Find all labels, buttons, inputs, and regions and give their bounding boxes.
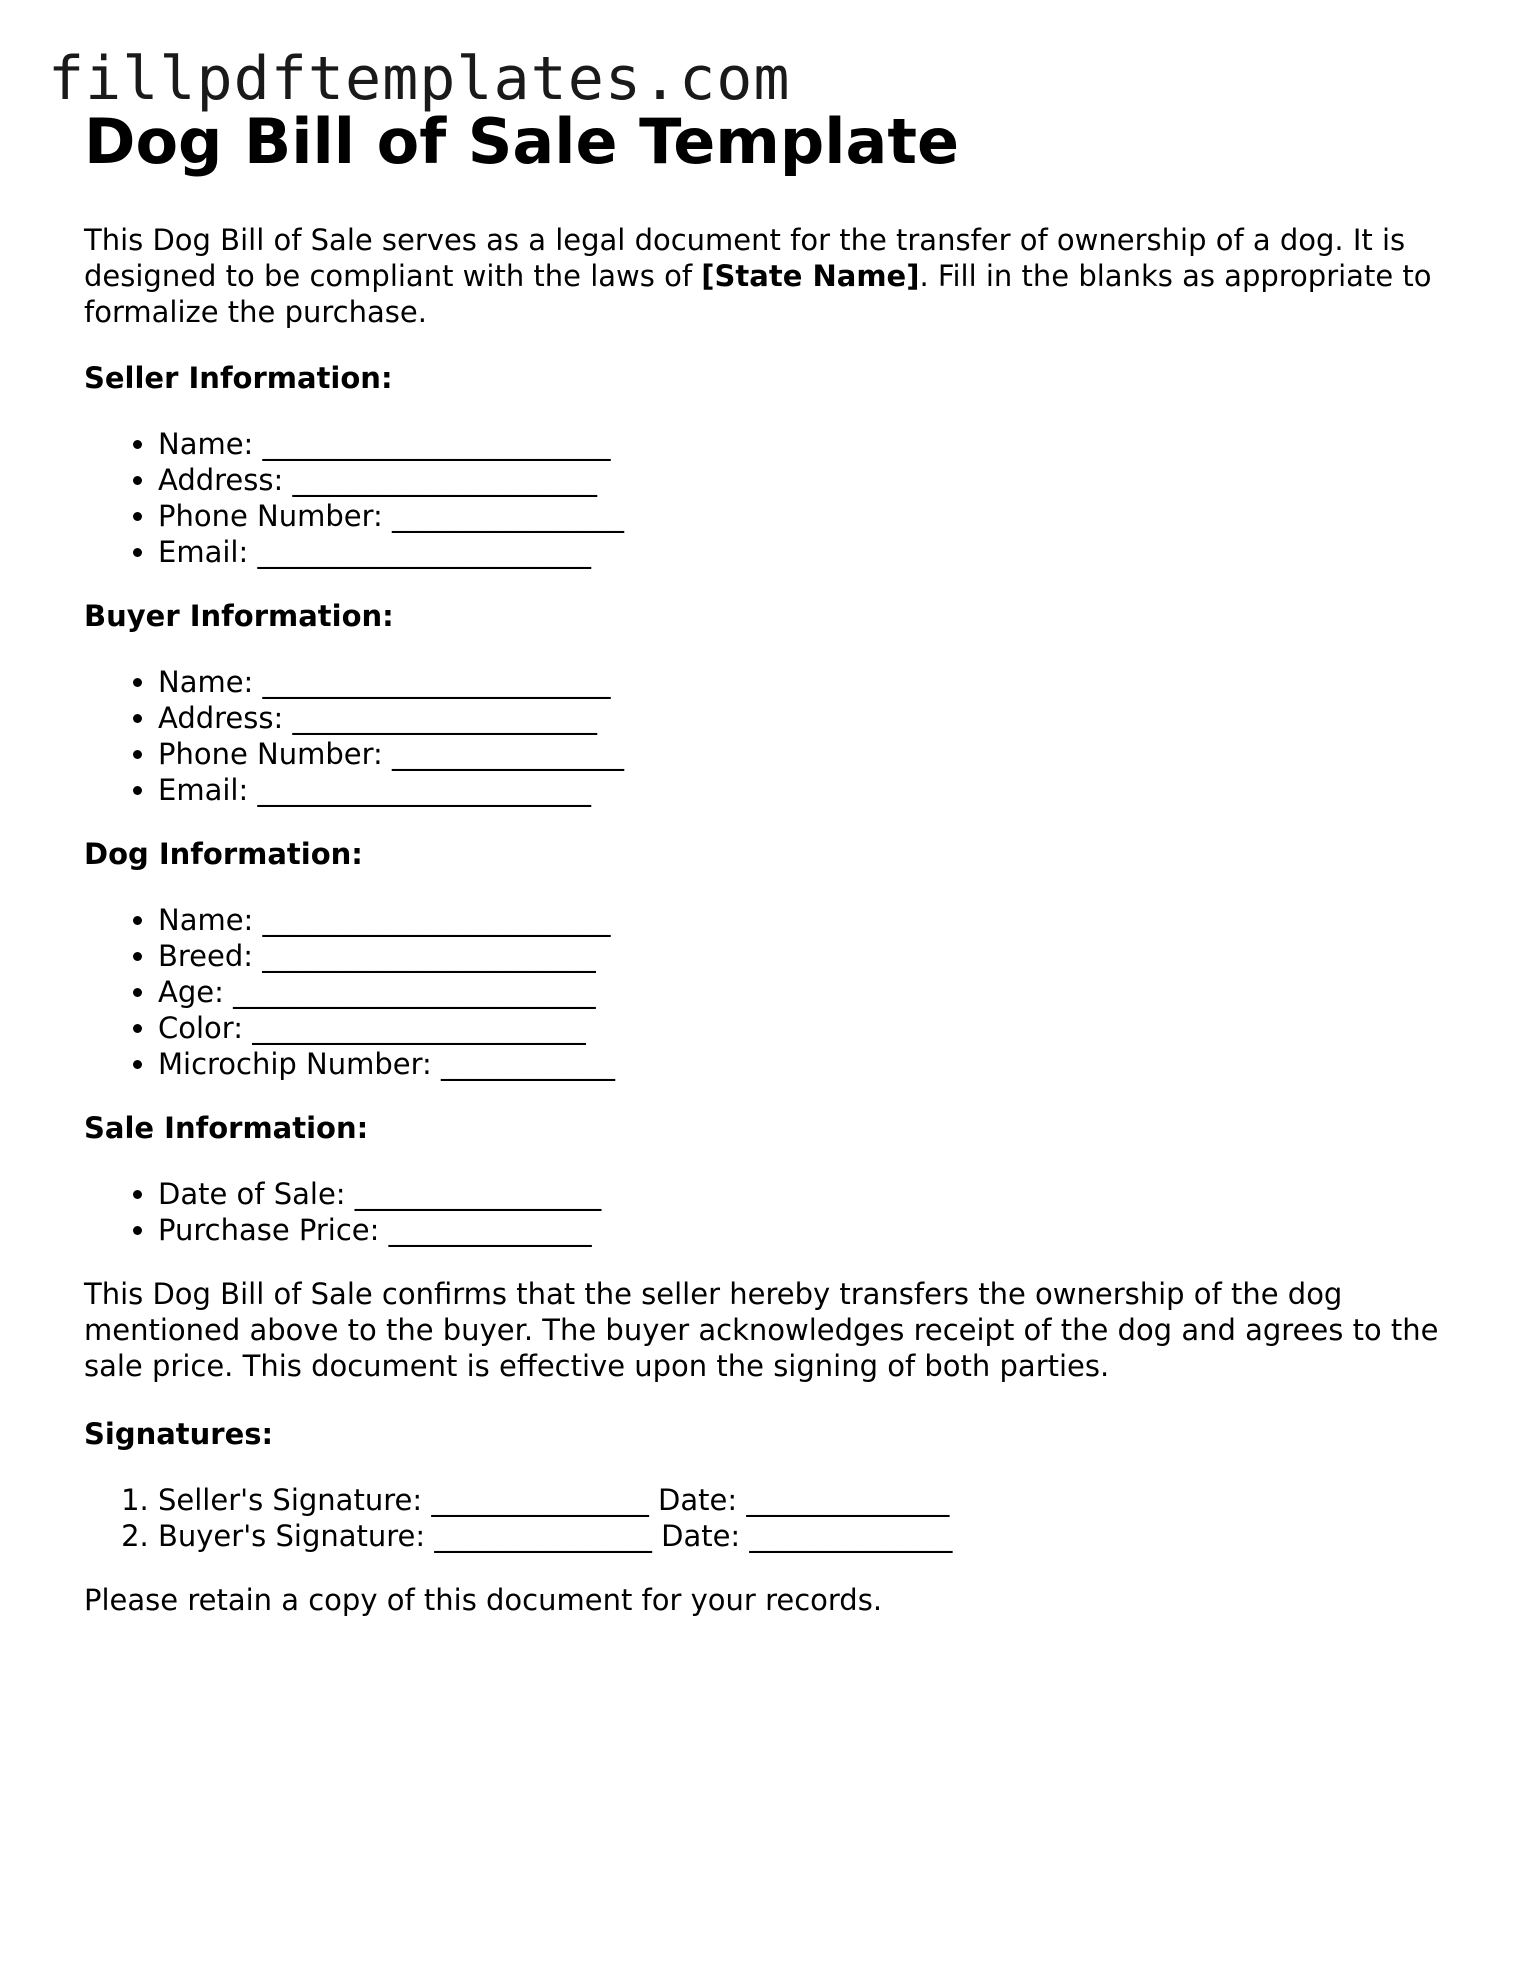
watermark: fillpdftemplates.com [48,44,791,114]
buyer-address-field[interactable]: • Address: _____________________ [158,700,1454,736]
seller-signature-field[interactable]: 1. Seller's Signature: _______________ Date: ______________ [158,1482,1454,1518]
buyer-phone-field[interactable]: • Phone Number: ________________ [158,736,1454,772]
dog-microchip-field[interactable]: • Microchip Number: ____________ [158,1046,1454,1082]
signatures-list [84,1482,1454,1554]
sale-date-field[interactable]: • Date of Sale: _________________ [158,1176,1454,1212]
dog-heading: Dog Information: [84,837,363,871]
closing-note: Please retain a copy of this document for your records. [84,1583,883,1617]
page-title: Dog Bill of Sale Template [84,105,960,178]
seller-heading: Seller Information: [84,361,393,395]
dog-breed-field[interactable]: • Breed: _______________________ [158,938,1454,974]
seller-address-field[interactable]: • Address: _____________________ [158,462,1454,498]
purchase-price-field[interactable]: • Purchase Price: ______________ [158,1212,1454,1248]
seller-email-field[interactable]: • Email: _______________________ [158,534,1454,570]
buyer-signature-field[interactable]: 2. Buyer's Signature: _______________ Date: ______________ [158,1518,1454,1554]
dog-name-field[interactable]: • Name: ________________________ [158,902,1454,938]
seller-name-field[interactable]: • Name: ________________________ [158,426,1454,462]
signatures-heading: Signatures: [84,1417,274,1451]
buyer-name-field[interactable]: • Name: ________________________ [158,664,1454,700]
seller-list [84,426,1454,570]
buyer-list [84,664,1454,808]
intro-paragraph [84,222,1454,330]
buyer-heading: Buyer Information: [84,599,394,633]
dog-age-field[interactable]: • Age: _________________________ [158,974,1454,1010]
buyer-email-field[interactable]: • Email: _______________________ [158,772,1454,808]
sale-heading: Sale Information: [84,1111,369,1145]
document-body [84,104,1454,1618]
intro-text-before: This Dog Bill of Sale serves as a legal document for the transfer of ownership of a dog. It is designed to be compliant with the laws of [84,223,1406,293]
dog-color-field[interactable]: • Color: _______________________ [158,1010,1454,1046]
state-name-placeholder: [State Name] [701,259,920,293]
sale-list [84,1176,1454,1248]
dog-list [84,902,1454,1082]
seller-phone-field[interactable]: • Phone Number: ________________ [158,498,1454,534]
intro-text-after: . Fill in the blanks as appropriate to formalize the purchase. [84,259,1432,329]
confirmation-paragraph: This Dog Bill of Sale confirms that the seller hereby transfers the ownership of the dog mentioned above to the buyer. The buyer acknowledges receipt of the dog and agrees to the sale price. This document is effective upon the signing of both parties. [84,1277,1439,1383]
